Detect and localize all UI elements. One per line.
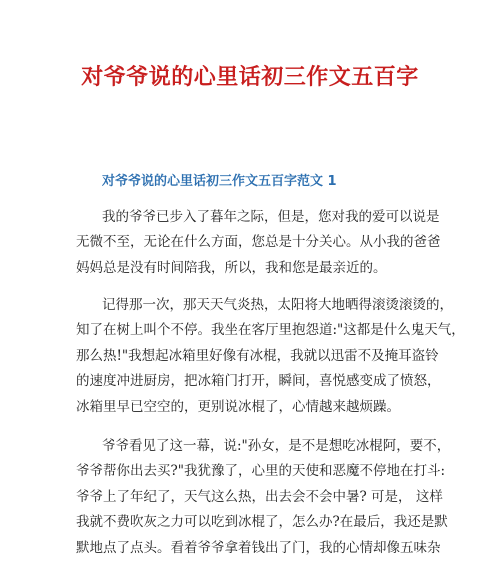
paragraph-line: 那么热!"我想起冰箱里好像有冰棍，我就以迅雷不及掩耳盗铃 bbox=[76, 348, 439, 364]
paragraph-line: 的速度冲进厨房，把冰箱门打开，瞬间，喜悦感变成了愤怒， bbox=[76, 373, 441, 389]
paragraph-line: 我就不费吹灰之力可以吃到冰棍了，怎么办?在最后，我还是默 bbox=[76, 514, 448, 530]
paragraph-line: 知了在树上叫个不停。我坐在客厅里抱怨道:"这都是什么鬼天气， bbox=[76, 322, 465, 338]
paragraph-line: 冰箱里早已空空的，更别说冰棍了，心情越来越烦躁。 bbox=[76, 399, 400, 415]
section-heading: 对爷爷说的心里话初三作文五百字范文 1 bbox=[102, 174, 337, 189]
paragraph-line: 记得那一次，那天天气炎热，太阳将大地晒得滚烫滚烫的， bbox=[102, 297, 453, 313]
document-title: 对爷爷说的心里话初三作文五百字 bbox=[81, 65, 419, 90]
paragraph-line: 爷爷看见了这一幕，说:"孙女，是不是想吃冰棍阿，要不， bbox=[102, 438, 451, 454]
paragraph-line: 我的爷爷已步入了暮年之际，但是，您对我的爱可以说是 bbox=[102, 209, 440, 225]
paragraph-line: 默地点了点头。看着爷爷拿着钱出了门，我的心情却像五味杂 bbox=[76, 540, 441, 556]
paragraph-line: 爷爷上了年纪了，天气这么热，出去会不会中暑? 可是， 这样 bbox=[76, 489, 443, 505]
paragraph-line: 爷爷帮你出去买?"我犹豫了，心里的天使和恶魔不停地在打斗: bbox=[76, 463, 445, 479]
paragraph-line: 妈妈总是没有时间陪我，所以，我和您是最亲近的。 bbox=[76, 260, 387, 276]
paragraph-line: 无微不至，无论在什么方面，您总是十分关心。从小我的爸爸 bbox=[76, 234, 441, 250]
